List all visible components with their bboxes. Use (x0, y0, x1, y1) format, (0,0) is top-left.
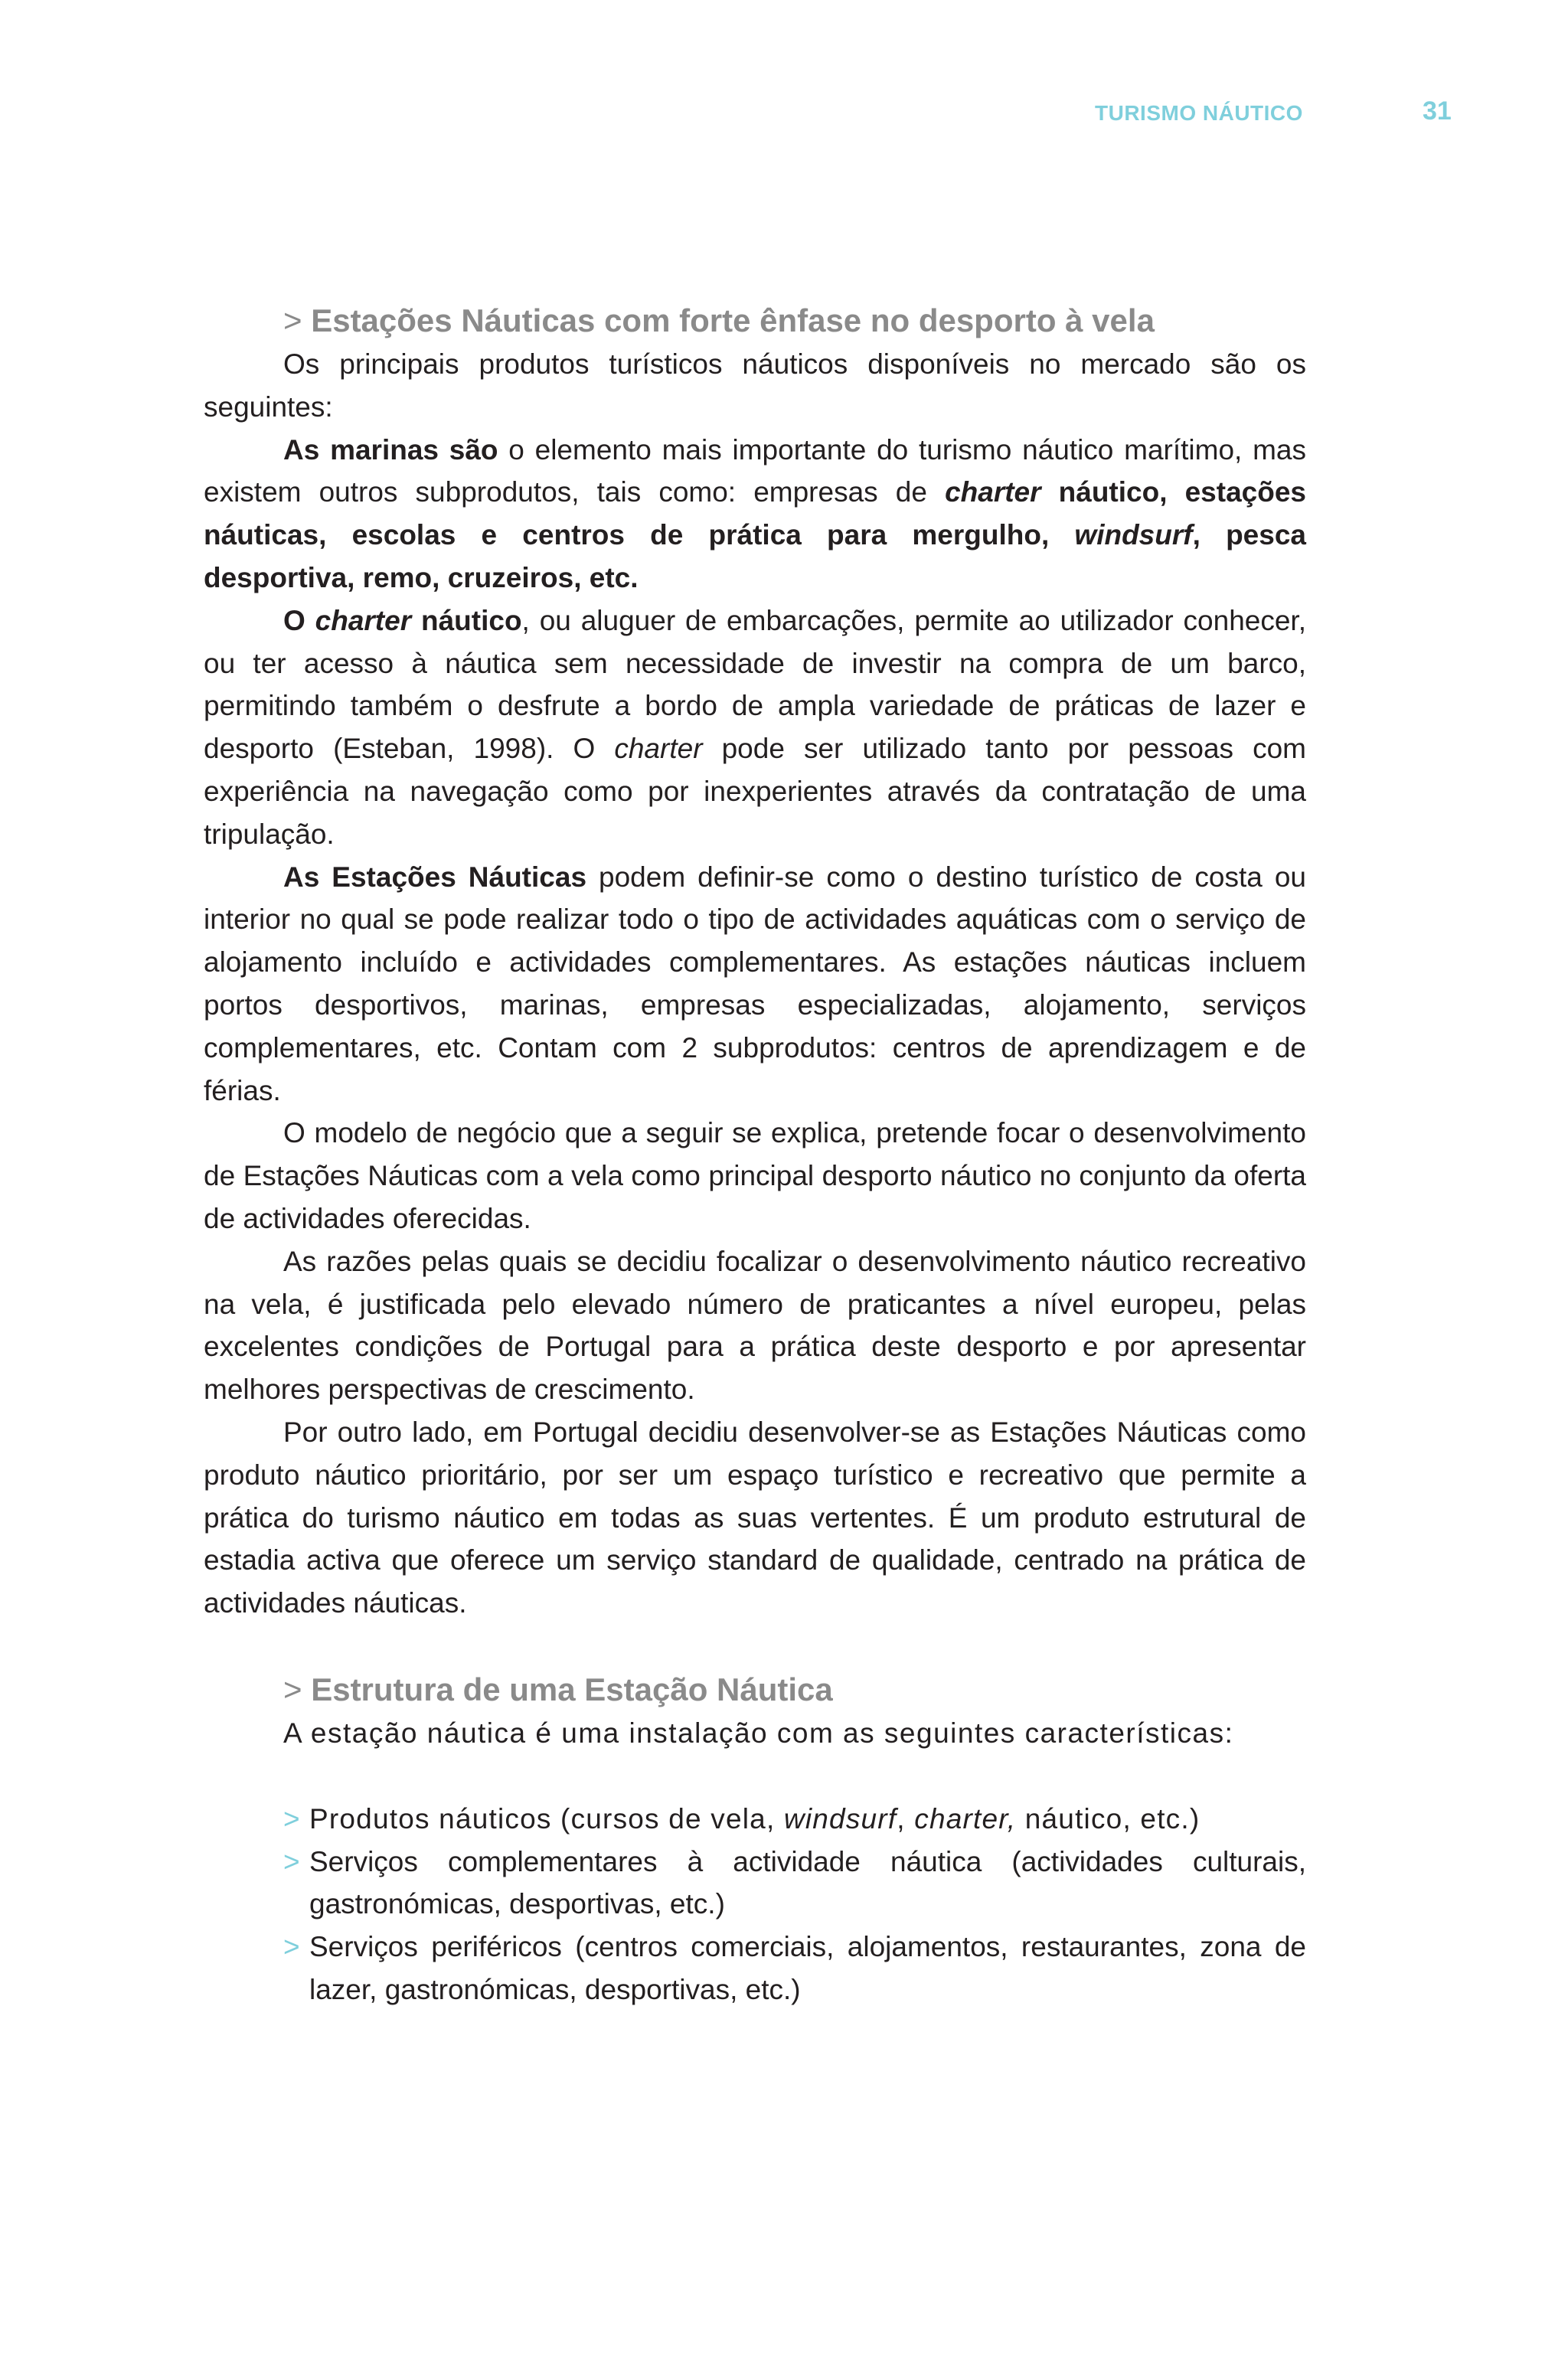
bullet-marker: > (283, 1845, 300, 1877)
body-text: o elemento mais importante do turismo náutico marítimo, mas existem outros subprodutos, tais como: empresas de (204, 433, 1307, 508)
paragraph-nautical-stations (204, 856, 1306, 1112)
body-text: náutico, etc.) (1016, 1802, 1200, 1835)
heading-text: Estrutura de uma Estação Náutica (311, 1671, 833, 1707)
bold-span: O (283, 604, 315, 636)
bold-text: As Estações Náuticas (283, 861, 587, 893)
bullet-marker: > (283, 1931, 300, 1963)
heading-marker: > (283, 302, 302, 338)
italic-term: windsurf (783, 1802, 897, 1835)
section-heading-structure (283, 1668, 1306, 1712)
paragraph-portugal: Por outro lado, em Portugal decidiu desenvolver-se as Estações Náuticas como produto náutico prioritário, por ser um espaço turístico e recreativo que permite a prática do turismo náutico em todas as suas vertentes. É um produto estrutural de estadia activa que oferece um serviço standard de qualidade, centrado na prática de actividades náuticas. (204, 1416, 1306, 1619)
bold-text: As marinas são (283, 433, 498, 466)
bold-span: náutico (411, 604, 522, 636)
bold-text (283, 605, 522, 636)
page-number: 31 (1423, 96, 1452, 126)
bold-span: náutico, estações náuticas, escolas e centros de prática para mergulho, (204, 476, 1306, 551)
italic-term: charter (614, 733, 703, 765)
body-text: Serviços complementares à actividade náutica (actividades culturais, gastronómicas, desportivas, etc.) (309, 1845, 1306, 1920)
list-item-complementary-services (283, 1841, 1306, 1926)
running-header-title: TURISMO NÁUTICO (1095, 101, 1303, 125)
spacer (204, 1755, 1306, 1798)
section-heading-nautical-stations (283, 299, 1306, 343)
paragraph-reasons: As razões pelas quais se decidiu focalizar o desenvolvimento náutico recreativo na vela, é justificada pelo elevado número de praticantes a nível europeu, pelas excelentes condições de Portugal para a prática deste desporto e por apresentar melhores perspectivas de crescimento. (204, 1245, 1306, 1406)
body-text: pode ser utilizado tanto por pessoas com experiência na navegação como por inexperientes através da contratação de uma tripulação. (204, 733, 1306, 850)
paragraph-business-model: O modelo de negócio que a seguir se explica, pretende focar o desenvolvimento de Estações Náuticas com a vela como principal desporto náutico no conjunto da oferta de actividades oferecidas. (204, 1117, 1306, 1234)
page-body (204, 299, 1306, 2011)
heading-marker: > (283, 1671, 302, 1707)
italic-term: windsurf (1074, 519, 1193, 551)
list-item-nautical-products (283, 1798, 1306, 1841)
italic-term: charter (315, 604, 412, 636)
body-text: Produtos náuticos (cursos de vela, (309, 1802, 784, 1835)
paragraph-charter (204, 600, 1306, 856)
bullet-marker: > (283, 1802, 301, 1835)
characteristics-list (204, 1798, 1306, 2011)
paragraph-intro: Os principais produtos turísticos náuticos disponíveis no mercado são os seguintes: (204, 348, 1306, 423)
list-item-peripheral-services (283, 1926, 1306, 2011)
spacer (204, 1625, 1306, 1668)
heading-text: Estações Náuticas com forte ênfase no desporto à vela (311, 302, 1155, 338)
body-text: Serviços periféricos (centros comerciais, alojamentos, restaurantes, zona de lazer, gastronómicas, desportivas, etc.) (309, 1931, 1306, 2005)
body-text: , (897, 1802, 915, 1835)
structure-intro: A estação náutica é uma instalação com as seguintes características: (283, 1717, 1234, 1749)
body-text: , ou aluguer de embarcações, permite ao utilizador conhecer, ou ter acesso à náutica sem necessidade de investir na compra de um barco, permitindo também o desfrute a bordo de ampla variedade de práticas de lazer e desporto (Esteban, 1998). O (204, 604, 1306, 765)
body-text: podem definir-se como o destino turístico de costa ou interior no qual se pode realizar todo o tipo de actividades aquáticas com o serviço de alojamento incluído e actividades complementares. As estações náuticas incluem portos desportivos, marinas, empresas especializadas, alojamento, serviços complementares, etc. Contam com 2 subprodutos: centros de aprendizagem e de férias. (204, 861, 1306, 1106)
italic-term: charter (945, 476, 1041, 508)
bold-span: , pesca desportiva, remo, cruzeiros, etc. (204, 519, 1306, 593)
italic-term: charter, (914, 1802, 1017, 1835)
paragraph-marinas (204, 429, 1306, 600)
